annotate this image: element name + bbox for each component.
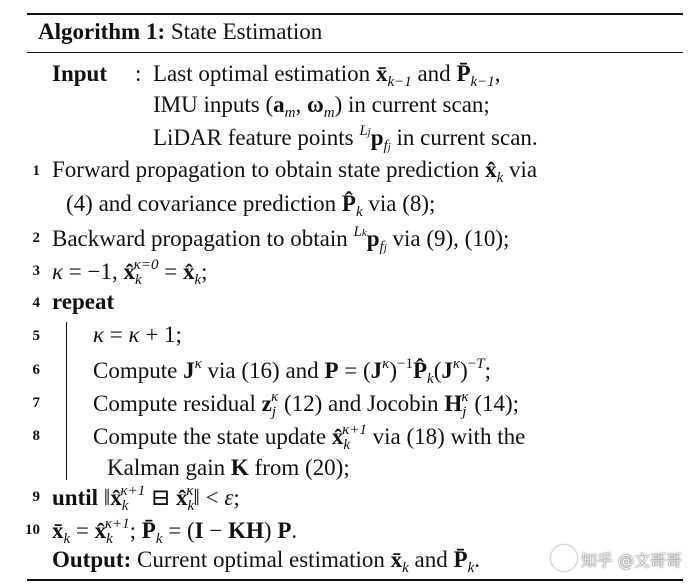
repeat-block-bar	[66, 322, 67, 480]
watermark: 知乎 @文哥哥	[551, 545, 682, 571]
input-line-3: LiDAR feature points $^{Lj}p_{fj}$ in current scan.	[153, 123, 538, 154]
input-line-2: IMU inputs ($a_m$, $\omega_m$) in current scan;	[153, 92, 490, 121]
bottom-rule	[27, 579, 683, 581]
step-1-line-1: Forward propagation to obtain state prediction $x̂_k$ via	[52, 157, 538, 186]
step-num-6: 6	[32, 362, 40, 378]
title-rule	[27, 52, 683, 53]
step-8-line-1: Compute the state update $x̂_k^{\kappa+1}$ via (18) with the	[93, 422, 526, 453]
step-num-5: 5	[32, 328, 40, 344]
step-num-3: 3	[32, 263, 40, 279]
step-num-7: 7	[32, 395, 40, 411]
step-10: $x̄_k$ = $x̂_k^{\kappa+1}$; $P̄_k = (I - KH)$ P.	[52, 516, 298, 547]
step-6: Compute $J^\kappa$ via (16) and $P = (J^\kappa)^{-1}P̂_k(J^\kappa)^{-T}$;	[93, 356, 491, 387]
step-4-repeat: repeat	[52, 289, 115, 314]
input-line-1: Last optimal estimation $x̄_{k-1}$ and $P̄_{k-1}$,	[153, 61, 501, 90]
step-num-9: 9	[32, 489, 40, 505]
step-num-8: 8	[32, 428, 40, 444]
step-1-line-2: (4) and covariance prediction $P̂_k$ via (8);	[66, 191, 436, 220]
input-colon: :	[135, 61, 142, 86]
algorithm-title: Algorithm 1: State Estimation	[38, 19, 323, 44]
step-3: κ = −1, $x̂_k^{\kappa=0}$ = $x̂_k$;	[52, 257, 208, 288]
step-5: κ = κ + 1;	[93, 322, 182, 347]
watermark-logo-icon	[551, 545, 577, 571]
step-num-10: 10	[25, 522, 40, 538]
output-line: Output: Current optimal estimation $x̄_k$ and $P̄_k$.	[52, 547, 480, 576]
top-rule	[27, 13, 683, 15]
step-num-1: 1	[32, 163, 40, 179]
step-num-2: 2	[32, 230, 40, 246]
step-num-4: 4	[32, 295, 40, 311]
step-7: Compute residual $z_j^\kappa$ (12) and Jocobin $H_j^\kappa$ (14);	[93, 389, 520, 420]
input-label: Input	[52, 61, 107, 86]
step-8-line-2: Kalman gain K from (20);	[107, 455, 350, 480]
step-2: Backward propagation to obtain $^{Lk}p_{fj}$ via (9), (10);	[52, 224, 510, 255]
step-9-until: until $‖x̂_k^{\kappa+1}$ ⊟ $x̂_k^\kappa‖ < \varepsilon$;	[52, 483, 240, 514]
